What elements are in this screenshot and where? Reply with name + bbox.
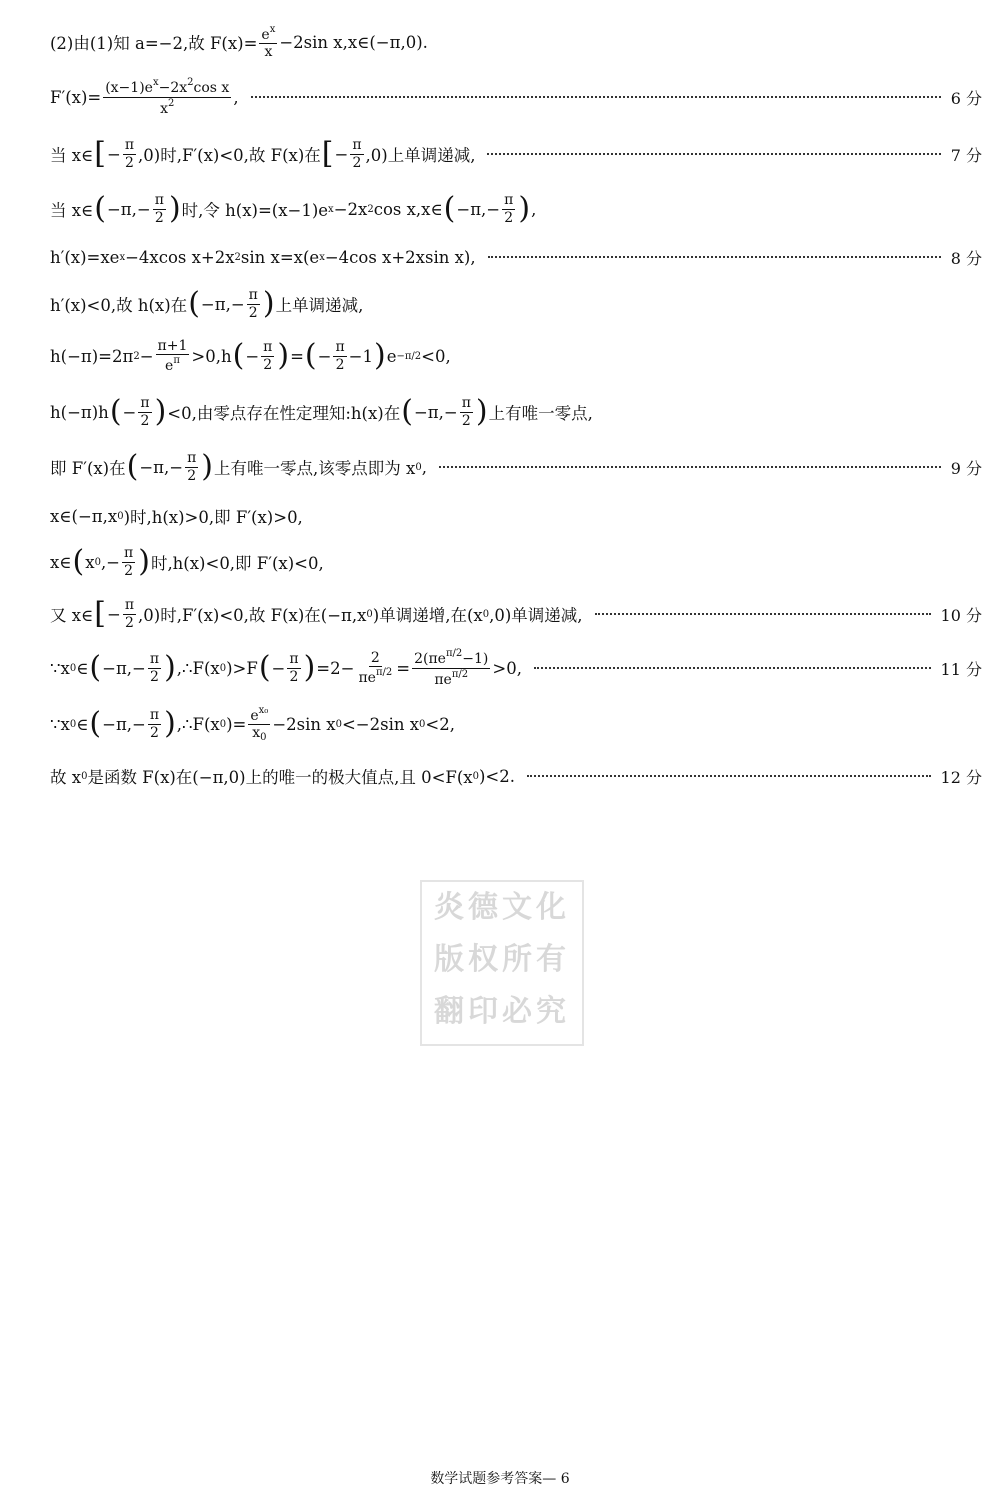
fraction: [122, 545, 135, 578]
math-text: −π,−: [456, 199, 501, 219]
fraction-numerator: [350, 137, 363, 154]
math-text: ,∴F(x: [176, 714, 220, 734]
math-text: π: [263, 339, 273, 356]
math-text: π: [352, 137, 362, 154]
math-text: −π,−: [102, 658, 146, 678]
score-label: 12 分: [940, 767, 982, 787]
math-text: 2: [150, 724, 159, 741]
fraction-denominator: [247, 305, 260, 321]
math-text: cos x: [193, 80, 230, 97]
large-bracket: (: [304, 338, 317, 373]
solution-line: [50, 75, 982, 119]
fraction: [185, 450, 198, 483]
math-text: −2sin x,x∈(−π,0).: [279, 32, 428, 52]
large-bracket: ): [262, 286, 275, 321]
superscript: x: [152, 77, 159, 89]
math-text: ,0)时,F′(x)<0,故 F(x)在: [138, 146, 321, 165]
large-bracket: (: [89, 706, 102, 741]
math-text: −: [122, 402, 137, 422]
math-text: ,0)上单调递减,: [365, 146, 476, 165]
line-content: [50, 450, 427, 483]
fraction-numerator: [138, 395, 151, 412]
math-text: −π,−: [139, 457, 184, 477]
math-text: π+1: [157, 337, 188, 354]
math-text: 当 x∈: [50, 201, 94, 220]
math-text: )=: [226, 714, 247, 734]
large-bracket: ): [164, 706, 176, 741]
math-text: π: [461, 395, 471, 412]
math-text: 2: [263, 356, 273, 373]
math-text: 上单调递减,: [275, 296, 364, 315]
fraction: [123, 137, 136, 170]
math-text: <0,: [421, 346, 451, 366]
subscript: 0: [94, 556, 101, 568]
math-text: −1: [348, 346, 373, 366]
large-bracket: (: [109, 394, 122, 429]
fraction: [259, 24, 277, 60]
fraction-numerator: [247, 287, 260, 304]
math-text: 2: [248, 304, 258, 321]
fraction-denominator: [288, 669, 301, 685]
math-text: ,: [421, 457, 427, 477]
fraction: [138, 395, 151, 428]
fraction-denominator: [185, 468, 198, 484]
math-text: x: [85, 552, 95, 572]
solution-line: [50, 702, 982, 746]
fraction-denominator: [123, 155, 136, 171]
math-text: =: [396, 658, 411, 678]
fraction: [156, 338, 190, 374]
fraction: [333, 339, 346, 372]
solution-line: [50, 334, 982, 378]
math-text: x: [160, 100, 169, 117]
fraction-denominator: [432, 669, 470, 688]
fraction: [287, 651, 300, 684]
large-bracket: ): [154, 394, 167, 429]
fraction-denominator: [262, 44, 274, 60]
line-content: [50, 77, 239, 116]
fraction: [460, 395, 473, 428]
large-bracket: ): [138, 544, 150, 579]
large-bracket: (: [72, 544, 85, 579]
fraction: [248, 705, 270, 744]
math-text: (x−1)e: [105, 80, 153, 97]
line-content: [50, 705, 455, 744]
fraction-numerator: [502, 192, 515, 209]
superscript: π/2: [375, 667, 393, 678]
large-bracket: ): [475, 394, 488, 429]
math-text: 2: [154, 209, 164, 226]
large-bracket: [: [94, 596, 106, 631]
line-content: [50, 648, 522, 687]
large-bracket: (: [401, 394, 413, 429]
large-bracket: (: [94, 191, 106, 226]
math-text: ∵x: [50, 658, 70, 678]
math-text: h(−π)=2π: [50, 346, 134, 366]
fraction-denominator: [460, 413, 473, 429]
superscript: 2: [234, 251, 241, 263]
math-text: −1): [462, 651, 489, 668]
solution-line: [50, 646, 982, 690]
math-text: ,: [233, 87, 239, 107]
math-text: e: [250, 707, 259, 724]
dotted-leader: [251, 96, 941, 98]
fraction-denominator: [122, 563, 135, 579]
watermark: [420, 880, 584, 1046]
score-label: 7 分: [950, 145, 982, 165]
subscript: 0: [415, 461, 422, 473]
subscript: 0: [419, 718, 426, 730]
large-bracket: (: [443, 191, 456, 226]
superscript: x: [119, 251, 126, 263]
math-text: h′(x)<0,故 h(x)在: [50, 296, 188, 315]
math-text: −π,−: [106, 199, 151, 219]
line-content: [50, 504, 303, 528]
subscript: 0: [69, 718, 77, 730]
solution-line: [50, 754, 982, 798]
fraction-denominator: [250, 725, 268, 744]
math-text: )>F: [226, 658, 258, 678]
fraction-numerator: [123, 137, 136, 154]
fraction: [123, 597, 136, 630]
fraction: [350, 137, 363, 170]
math-text: e: [261, 26, 270, 43]
subscript: 0: [69, 662, 77, 674]
subscript: 0: [260, 731, 267, 743]
math-text: −π,−: [102, 714, 146, 734]
math-text: ,: [531, 199, 537, 219]
fraction-denominator: [334, 357, 347, 373]
fraction-numerator: [185, 450, 198, 467]
math-text: ,0)单调递减,: [489, 606, 583, 625]
fraction-denominator: [148, 669, 161, 685]
large-bracket: (: [188, 286, 200, 321]
math-text: F′(x)=: [50, 87, 102, 107]
large-bracket: (: [126, 449, 139, 484]
math-text: ,0)时,F′(x)<0,故 F(x)在(−π,x: [138, 606, 367, 625]
subscript: 0: [472, 770, 479, 782]
solution-line: [50, 592, 982, 636]
fraction-denominator: [139, 413, 152, 429]
math-text: 上有唯一零点,该零点即为 x: [214, 459, 416, 478]
line-content: [50, 764, 515, 788]
math-text: −: [317, 346, 332, 366]
math-text: >0,: [492, 658, 522, 678]
math-text: −π,−: [413, 402, 458, 422]
math-text: ∈: [76, 658, 89, 678]
math-text: 上有唯一零点,: [488, 404, 593, 423]
math-text: e: [165, 358, 174, 374]
math-text: −: [271, 658, 286, 678]
math-text: h(−π)h: [50, 402, 109, 422]
solution-line: [50, 390, 982, 434]
math-text: >0,h: [191, 346, 232, 366]
large-bracket: ): [201, 449, 214, 484]
watermark-line: 炎德文化: [434, 890, 570, 925]
line-content: [50, 24, 428, 60]
math-text: πe: [358, 670, 376, 686]
math-text: ∈: [76, 714, 89, 734]
math-text: π: [149, 651, 160, 668]
fraction-denominator: [350, 155, 363, 171]
math-text: (2)由(1)知 a=−2,故 F(x)=: [50, 34, 258, 53]
superscript: x₀: [258, 704, 269, 716]
math-text: π: [124, 545, 134, 562]
fraction-numerator: [148, 651, 161, 668]
math-text: −: [334, 144, 349, 164]
fraction: [412, 648, 490, 687]
score-label: 6 分: [950, 88, 982, 108]
fraction-numerator: [261, 339, 274, 356]
math-text: −2x: [158, 80, 188, 97]
math-text: =: [290, 346, 304, 366]
watermark-line: 翻印必究: [434, 994, 570, 1029]
math-text: 时,h(x)<0,即 F′(x)<0,: [150, 554, 324, 573]
math-text: 2: [124, 154, 134, 171]
page-footer: 数学试题参考答案— 6: [430, 1471, 570, 1487]
math-text: x∈: [50, 552, 72, 572]
large-bracket: (: [258, 650, 271, 685]
large-bracket: ): [277, 338, 290, 373]
score-label: 9 分: [950, 458, 982, 478]
math-text: π: [124, 597, 135, 614]
math-text: 2: [140, 412, 150, 429]
fraction: [356, 650, 394, 686]
large-bracket: (: [232, 338, 245, 373]
subscript: 0: [117, 510, 124, 522]
fraction-denominator: [356, 667, 394, 686]
math-text: 2: [352, 154, 362, 171]
fraction-denominator: [158, 98, 176, 117]
math-text: π: [335, 339, 345, 356]
math-text: =2−: [316, 658, 355, 678]
math-text: −2x: [333, 199, 368, 219]
math-text: sin x=x(e: [240, 247, 320, 267]
solution-line: [50, 235, 982, 279]
math-text: π: [124, 137, 135, 154]
fraction-numerator: [369, 650, 382, 667]
dotted-leader: [527, 775, 931, 777]
score-label: 10 分: [940, 605, 982, 625]
math-text: ,−: [100, 552, 121, 572]
superscript: 2: [168, 97, 175, 109]
fraction: [148, 707, 161, 740]
math-text: x∈(−π,x: [50, 506, 118, 526]
solution-line: [50, 20, 982, 64]
large-bracket: [: [94, 136, 106, 171]
fraction-numerator: [412, 648, 490, 668]
superscript: −π/2: [396, 350, 422, 362]
large-bracket: ): [164, 650, 176, 685]
fraction: [103, 77, 231, 116]
fraction-numerator: [156, 338, 190, 355]
math-text: π: [187, 450, 197, 467]
dotted-leader: [439, 466, 941, 468]
fraction-denominator: [502, 210, 515, 226]
solution-line: [50, 494, 982, 538]
dotted-leader: [595, 613, 931, 615]
fraction-numerator: [333, 339, 346, 356]
dotted-leader: [487, 153, 940, 155]
large-bracket: ): [168, 191, 181, 226]
math-text: π: [504, 192, 514, 209]
large-bracket: ): [303, 650, 316, 685]
math-text: 故 x: [50, 768, 82, 787]
fraction-numerator: [460, 395, 473, 412]
subscript: 0: [81, 770, 88, 782]
math-text: −4xcos x+2x: [125, 247, 235, 267]
score-label: 11 分: [940, 659, 982, 679]
superscript: π/2: [451, 668, 469, 680]
math-text: 2: [150, 668, 159, 685]
math-text: ,∴F(x: [176, 658, 220, 678]
fraction-numerator: [153, 192, 166, 209]
math-text: 2: [461, 412, 471, 429]
superscript: π/2: [445, 648, 463, 660]
math-text: cos x,x∈: [373, 199, 443, 219]
line-content: [50, 137, 475, 170]
subscript: 0: [482, 608, 490, 620]
subscript: 0: [335, 718, 342, 730]
math-text: 2: [187, 467, 197, 484]
fraction: [153, 192, 166, 225]
solution-line: [50, 282, 982, 326]
math-text: −: [139, 346, 154, 366]
line-content: [50, 338, 451, 374]
math-text: 2: [124, 614, 134, 631]
subscript: 0: [366, 608, 373, 620]
fraction-denominator: [148, 725, 161, 741]
fraction-numerator: [259, 24, 277, 44]
math-text: ∵x: [50, 714, 70, 734]
line-content: [50, 395, 593, 428]
solution-line: [50, 445, 982, 489]
math-text: <−2sin x: [341, 714, 420, 734]
math-text: 是函数 F(x)在(−π,0)上的唯一的极大值点,且 0<F(x: [87, 768, 473, 787]
math-text: π: [154, 192, 164, 209]
superscript: 2: [133, 350, 140, 362]
superscript: 2: [367, 203, 374, 215]
math-text: <0,由零点存在性定理知:h(x)在: [167, 404, 401, 423]
large-bracket: [: [321, 136, 334, 171]
math-text: −: [106, 144, 121, 164]
line-content: [50, 248, 476, 267]
large-bracket: (: [89, 650, 102, 685]
math-text: )单调递增,在(x: [372, 606, 483, 625]
math-text: )时,h(x)>0,即 F′(x)>0,: [123, 508, 303, 527]
large-bracket: ): [373, 338, 386, 373]
math-text: 2: [124, 562, 134, 579]
superscript: π: [173, 355, 180, 366]
watermark-line: 版权所有: [434, 942, 570, 977]
dotted-leader: [488, 256, 941, 258]
fraction-numerator: [103, 77, 231, 97]
math-text: 2: [289, 668, 299, 685]
line-content: [50, 545, 324, 578]
solution-line: [50, 540, 982, 584]
fraction-denominator: [163, 355, 182, 374]
math-text: π: [140, 395, 150, 412]
subscript: 0: [219, 718, 227, 730]
math-text: x: [264, 44, 273, 60]
dotted-leader: [534, 667, 931, 669]
math-text: h′(x)=xe: [50, 247, 120, 267]
line-content: [50, 287, 363, 320]
math-text: −2sin x: [272, 714, 336, 734]
superscript: 2: [187, 77, 194, 89]
fraction-denominator: [261, 357, 274, 373]
large-bracket: ): [518, 191, 531, 226]
math-text: 即 F′(x)在: [50, 459, 126, 478]
solution-line: [50, 187, 982, 231]
superscript: x: [319, 251, 325, 263]
math-text: π: [248, 287, 258, 304]
math-text: x: [252, 724, 261, 741]
line-content: [50, 597, 583, 630]
math-text: e: [386, 346, 397, 366]
math-text: 2(πe: [414, 651, 446, 668]
score-label: 8 分: [950, 248, 982, 268]
math-text: 2: [335, 356, 345, 373]
fraction-denominator: [123, 615, 136, 631]
math-text: )<2.: [478, 766, 515, 786]
math-text: π: [149, 707, 160, 724]
line-content: [50, 192, 536, 225]
math-text: πe: [434, 671, 452, 688]
superscript: x: [328, 203, 334, 215]
fraction-numerator: [287, 651, 300, 668]
math-text: −π,−: [200, 294, 245, 314]
fraction-numerator: [122, 545, 135, 562]
fraction: [502, 192, 515, 225]
solution-line: [50, 132, 982, 176]
subscript: 0: [219, 662, 227, 674]
math-text: −: [106, 604, 121, 624]
superscript: x: [269, 23, 276, 35]
math-text: 2: [370, 649, 380, 666]
math-text: 2: [504, 209, 514, 226]
math-text: −: [245, 346, 260, 366]
math-text: 又 x∈: [50, 606, 94, 625]
math-text: <2,: [425, 714, 455, 734]
fraction: [148, 651, 161, 684]
math-text: 时,令 h(x)=(x−1)e: [181, 201, 329, 220]
fraction-numerator: [248, 705, 270, 725]
fraction: [261, 339, 274, 372]
fraction-denominator: [153, 210, 166, 226]
fraction-numerator: [148, 707, 161, 724]
math-text: 当 x∈: [50, 146, 94, 165]
math-text: π: [289, 651, 299, 668]
math-text: −4cos x+2xsin x),: [324, 247, 476, 267]
fraction-numerator: [123, 597, 136, 614]
fraction: [247, 287, 260, 320]
